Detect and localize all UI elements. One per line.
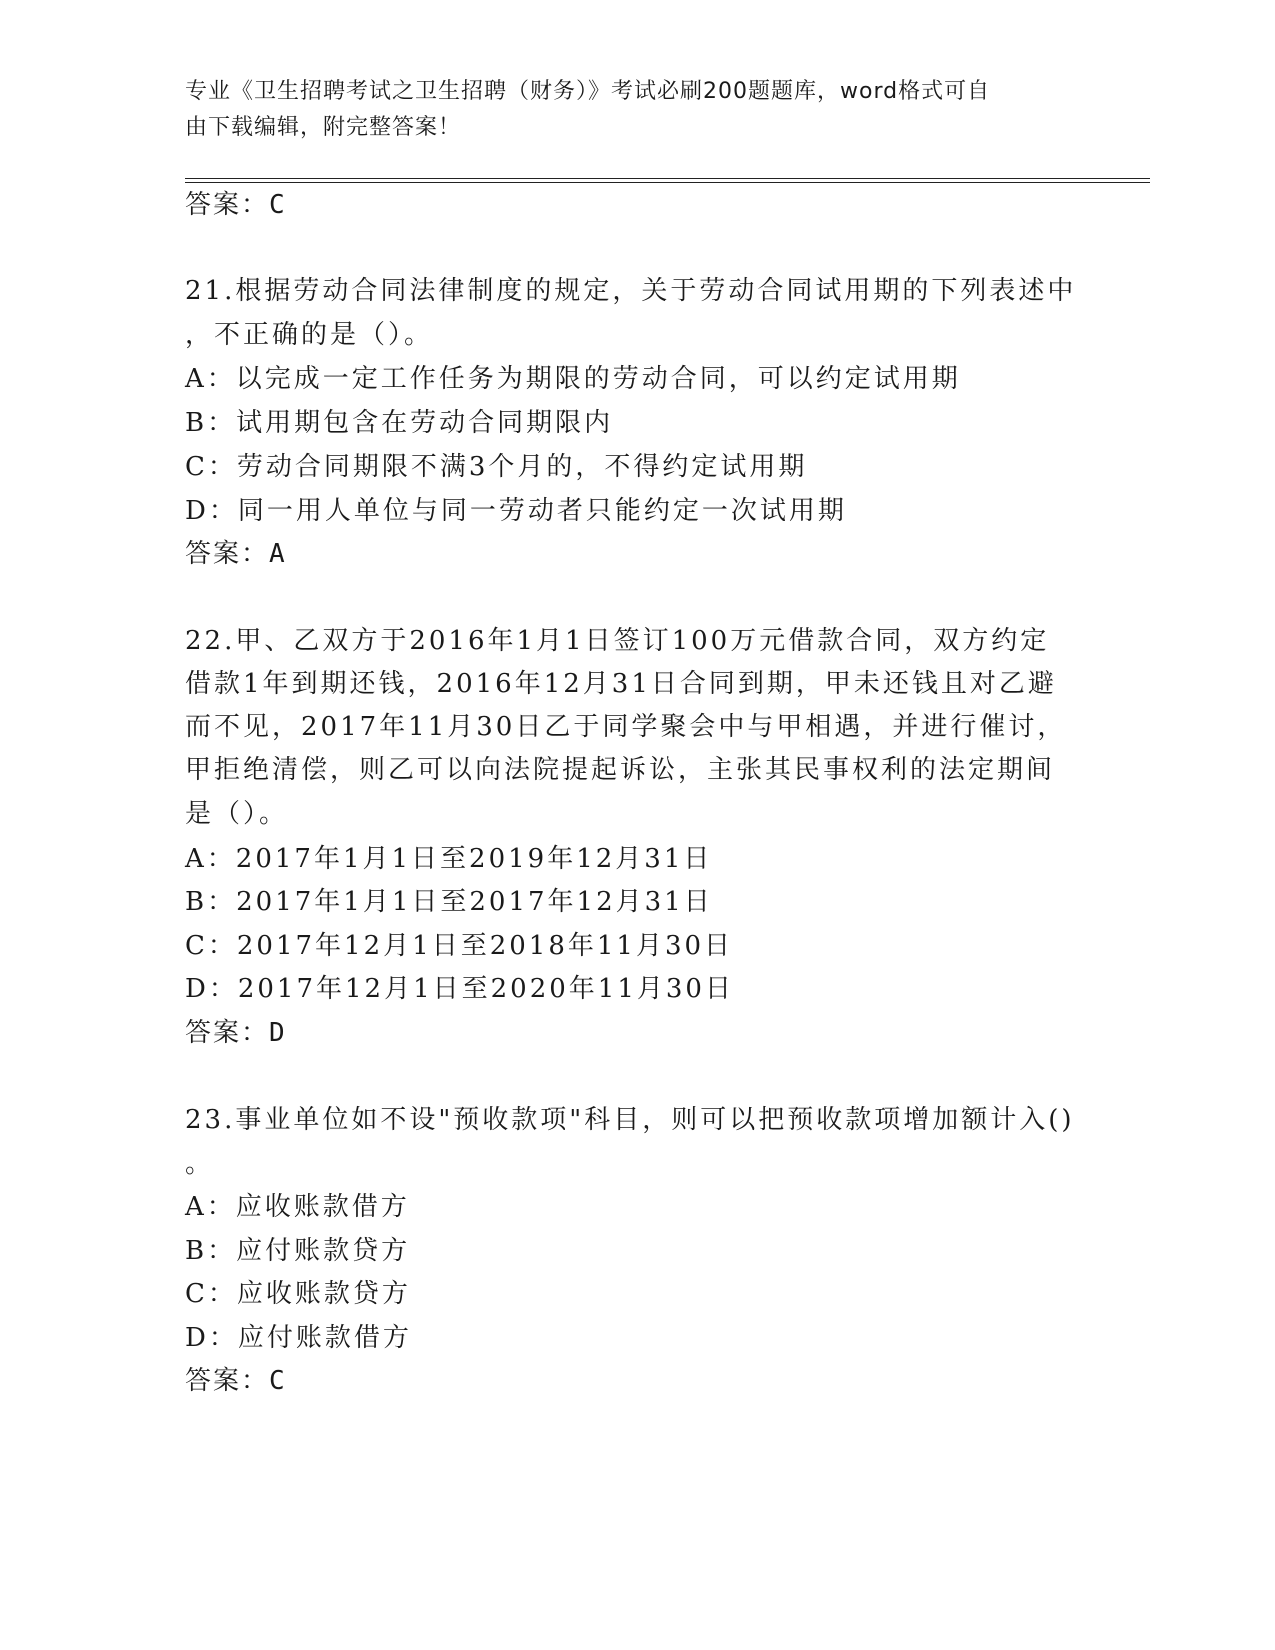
answer-value: D [269,1018,287,1048]
question-21-option-a: A：以完成一定工作任务为期限的劳动合同，可以约定试用期 [185,364,961,394]
question-22-answer [185,1012,287,1049]
question-23-option-a: A：应收账款借方 [185,1192,410,1222]
question-22-stem-line-3: 而不见，2017年11月30日乙于同学聚会中与甲相遇，并进行催讨， [185,712,1067,742]
question-21-answer [185,533,287,570]
question-22-option-d: D：2017年12月1日至2020年11月30日 [185,974,734,1004]
answer-label: 答案： [185,1018,270,1048]
header-line-2: 由下载编辑，附完整答案！ [185,115,462,140]
question-21-option-c: C：劳动合同期限不满3个月的，不得约定试用期 [185,452,808,482]
answer-value: A [269,539,287,569]
question-23-option-b: B：应付账款贷方 [185,1236,411,1266]
question-22-stem-line-5: 是（）。 [185,799,289,829]
question-21-option-d: D：同一用人单位与同一劳动者只能约定一次试用期 [185,496,847,526]
question-21-option-b: B：试用期包含在劳动合同期限内 [185,408,614,438]
question-23-stem-line-1: 23.事业单位如不设"预收款项"科目，则可以把预收款项增加额计入() [185,1105,1075,1135]
question-23-answer [185,1360,287,1397]
answer-line [185,184,287,221]
question-22-stem-line-4: 甲拒绝清偿，则乙可以向法院提起诉讼，主张其民事权利的法定期间 [185,755,1056,785]
header-divider-top [185,178,1150,179]
answer-label: 答案： [185,539,270,569]
question-22-option-b: B：2017年1月1日至2017年12月31日 [185,887,713,917]
answer-label: 答案： [185,190,270,220]
question-21-stem-line-1: 21.根据劳动合同法律制度的规定，关于劳动合同试用期的下列表述中 [185,276,1077,306]
header-line-1: 专业《卫生招聘考试之卫生招聘（财务）》考试必刷200题题库，word格式可自 [185,79,991,104]
question-22-stem-line-2: 借款1年到期还钱，2016年12月31日合同到期，甲未还钱且对乙避 [185,669,1057,699]
question-23-option-d: D：应付账款借方 [185,1323,412,1353]
answer-label: 答案： [185,1366,270,1396]
question-22-option-c: C：2017年12月1日至2018年11月30日 [185,931,734,961]
header-divider-bottom [185,182,1150,183]
answer-value: C [269,190,287,220]
answer-value: C [269,1366,287,1396]
document-header [185,74,1065,146]
question-21-stem-line-2: ，不正确的是（）。 [185,320,434,350]
question-22-stem-line-1: 22.甲、乙双方于2016年1月1日签订100万元借款合同，双方约定 [185,626,1050,656]
question-23-stem-line-2: 。 [185,1149,215,1179]
question-22-option-a: A：2017年1月1日至2019年12月31日 [185,844,713,874]
question-23-option-c: C：应收账款贷方 [185,1279,411,1309]
